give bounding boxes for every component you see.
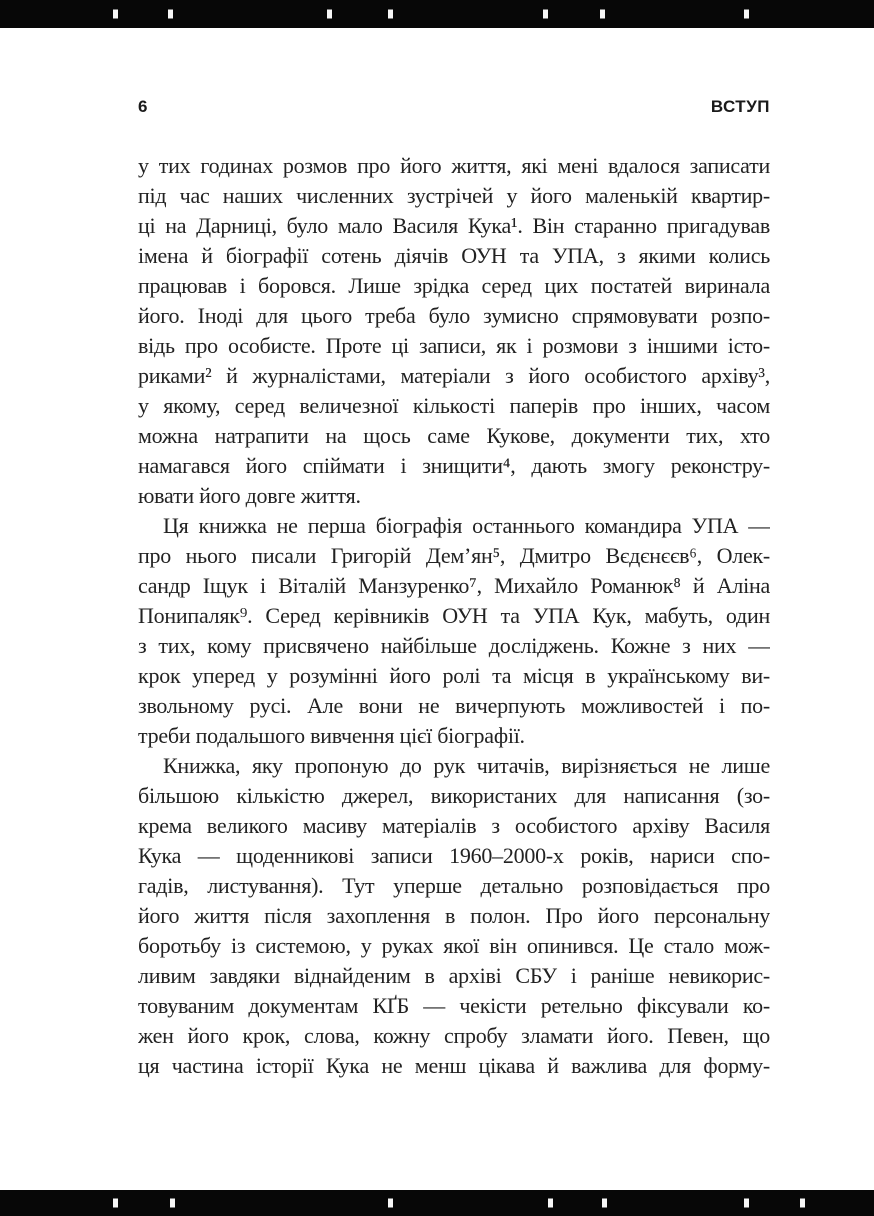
page-number: 6 (138, 97, 148, 116)
running-header-title: ВСТУП (710, 97, 770, 116)
film-notch-mark (600, 10, 605, 19)
text-line: намагався його спіймати і знищити⁴, дають змогу реконстру- (138, 453, 770, 478)
text-line: про нього писали Григорій Дем’ян⁵, Дмитро Вєдєнєєв⁶, Олек- (138, 543, 770, 568)
text-line: Кука — щоденникові записи 1960–2000-х років, нариси спо- (138, 843, 770, 868)
bottom-filmstrip-bar (0, 1190, 874, 1216)
text-line: жен його крок, слова, кожну спробу зламати його. Певен, що (138, 1023, 770, 1048)
film-notch-mark (327, 10, 332, 19)
film-notch-mark (170, 1199, 175, 1208)
film-notch-mark (388, 10, 393, 19)
text-line: з тих, кому присвячено найбільше досліджень. Кожне з них — (138, 633, 770, 658)
text-line: Понипаляк⁹. Серед керівників ОУН та УПА Кук, мабуть, один (138, 603, 770, 628)
body-text (138, 151, 770, 1081)
text-line: відь про особисте. Проте ці записи, як і розмови з іншими істо- (138, 333, 770, 358)
text-line: ці на Дарниці, було мало Василя Кука¹. Він старанно пригадував (138, 213, 770, 238)
text-line: риками² й журналістами, матеріали з його особистого архіву³, (138, 363, 770, 388)
text-line: його. Іноді для цього треба було зумисно спрямовувати розпо- (138, 303, 770, 328)
film-notch-mark (388, 1199, 393, 1208)
film-notch-mark (548, 1199, 553, 1208)
text-line: його життя після захоплення в полон. Про його персональну (138, 903, 770, 928)
top-filmstrip-bar (0, 0, 874, 28)
text-line: крок уперед у розумінні його ролі та місця в українському ви- (138, 663, 770, 688)
text-line: товуваним документам КҐБ — чекісти ретельно фіксували ко- (138, 993, 770, 1018)
film-notch-mark (113, 10, 118, 19)
film-notch-mark (800, 1199, 805, 1208)
text-line: працював і боровся. Лише зрідка серед цих постатей виринала (138, 273, 770, 298)
text-line: Ця книжка не перша біографія останнього командира УПА — (163, 513, 770, 538)
text-line: у тих годинах розмов про його життя, які мені вдалося записати (138, 153, 770, 178)
text-line: Книжка, яку пропоную до рук читачів, вирізняється не лише (163, 753, 770, 778)
running-header (138, 97, 770, 117)
film-notch-mark (744, 1199, 749, 1208)
text-line: під час наших численних зустрічей у його маленькій квартир- (138, 183, 770, 208)
film-notch-mark (168, 10, 173, 19)
text-line: ця частина історії Кука не менш цікава й важлива для форму- (138, 1053, 770, 1078)
film-notch-mark (113, 1199, 118, 1208)
text-line: більшою кількістю джерел, використаних для написання (зо- (138, 783, 770, 808)
text-line: крема великого масиву матеріалів з особистого архіву Василя (138, 813, 770, 838)
text-line: гадів, листування). Тут уперше детально розповідається про (138, 873, 770, 898)
film-notch-mark (543, 10, 548, 19)
text-line: треби подальшого вивчення цієї біографії. (138, 723, 525, 748)
text-line: імена й біографії сотень діячів ОУН та УПА, з якими колись (138, 243, 770, 268)
film-notch-mark (602, 1199, 607, 1208)
film-notch-mark (744, 10, 749, 19)
text-line: звольному русі. Але вони не вичерпують можливостей і по- (138, 693, 770, 718)
text-line: сандр Іщук і Віталій Манзуренко⁷, Михайло Романюк⁸ й Аліна (138, 573, 770, 598)
text-line: боротьбу із системою, у руках якої він опинився. Це стало мож- (138, 933, 770, 958)
text-line: можна натрапити на щось саме Кукове, документи тих, хто (138, 423, 770, 448)
text-line: у якому, серед величезної кількості паперів про інших, часом (138, 393, 770, 418)
text-line: ливим завдяки віднайденим в архіві СБУ і раніше невикорис- (138, 963, 770, 988)
text-line: ювати його довге життя. (138, 483, 361, 508)
